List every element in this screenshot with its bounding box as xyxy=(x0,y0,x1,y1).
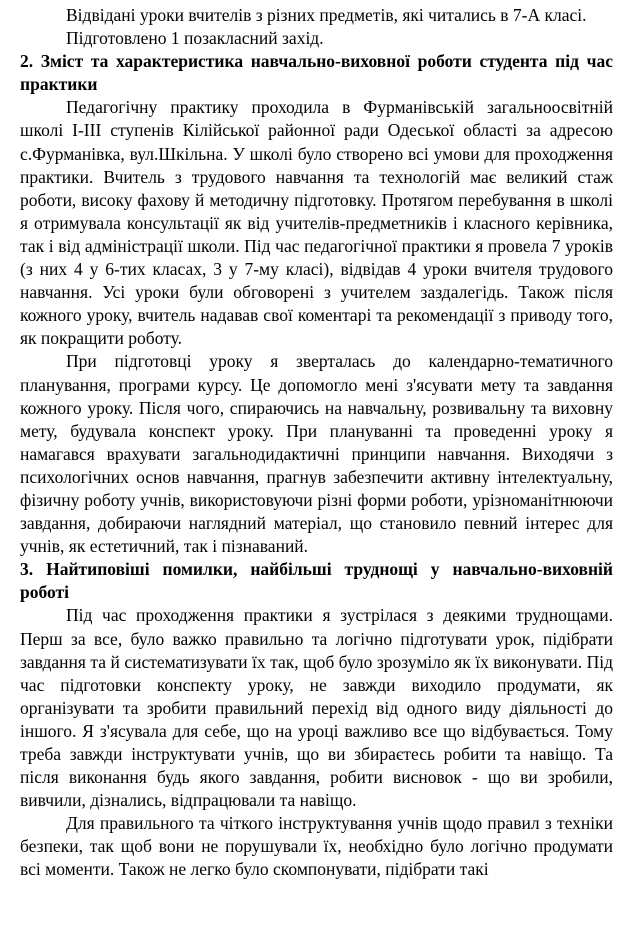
section-3-paragraph-1: Під час проходження практики я зустрілася з деякими труднощами. Перш за все, було важко правильно та логічно підготувати урок, підібрати завдання та й систематизувати їх так, щоб було зрозуміло як їх виконувати. Під час підготовки конспекту уроку, не завжди виходило продумати, як організувати та зробити правильний перехід від одного виду діяльності до іншого. Я з'ясувала для себе, що на уроці важливо все що відбувається. Тому треба завжди інструктувати учнів, що ви збираєтесь робити та навіщо. Та після виконання будь якого завдання, робити висновок - що ви зробили, вивчили, дізнались, відпрацювали та навіщо. xyxy=(20,605,613,811)
section-3-heading: 3. Найтиповіші помилки, найбільші труднощі у навчально-виховній роботі xyxy=(20,559,613,603)
document-page xyxy=(20,4,613,882)
section-2-paragraph-2: При підготовці уроку я зверталась до календарно-тематичного планування, програми курсу. Це допомогло мені з'ясувати мету та завдання кожного уроку. Після чого, спираючись на навчальну, розвивальну та виховну мету, будувала конспект уроку. При плануванні та проведенні уроку я намагався врахувати загальнодидактичні принципи навчання. Виходячи з психологічних основ навчання, прагнув забезпечити активну інтелектуальну, фізичну роботу учнів, використовуючи різні форми роботи, урізноманітнюючи завдання, добираючи наглядний матеріал, що становило певний інтерес для учнів, як естетичний, так і пізнаваний. xyxy=(20,351,613,557)
intro-line-lessons-visited: Відвідані уроки вчителів з різних предметів, які читались в 7-А класі. xyxy=(66,5,587,25)
intro-line-extracurricular: Підготовлено 1 позакласний захід. xyxy=(66,28,324,49)
section-3-paragraph-2: Для правильного та чіткого інструктування учнів щодо правил з техніки безпеки, так щоб вони не порушували їх, необхідно було логічно продумати всі моменти. Також не легко було скомпонувати, підібрати такі xyxy=(20,813,613,880)
section-2-paragraph-1: Педагогічну практику проходила в Фурманівській загальноосвітній школі І-ІІІ ступенів Кілійської районної ради Одеської області за адресою с.Фурманівка, вул.Шкільна. У школі було створено всі умови для проходження практики. Вчитель з трудового навчання та технологій має великий стаж роботи, високу фахову й методичну підготовку. Протягом перебування в школі я отримувала консультації як від учителів-предметників і класного керівника, так і від адміністрації школи. Під час педагогічної практики я провела 7 уроків (з них 4 у 6-тих класах, 3 у 7-му класі), відвідав 4 уроки вчителя трудового навчання. Усі уроки були обговорені з учителем заздалегідь. Також після кожного уроку, вчитель надавав свої коментарі та рекомендації з приводу того, як покращити роботу. xyxy=(20,97,613,349)
section-2-heading: 2. Зміст та характеристика навчально-виховної роботи студента під час практики xyxy=(20,51,613,95)
